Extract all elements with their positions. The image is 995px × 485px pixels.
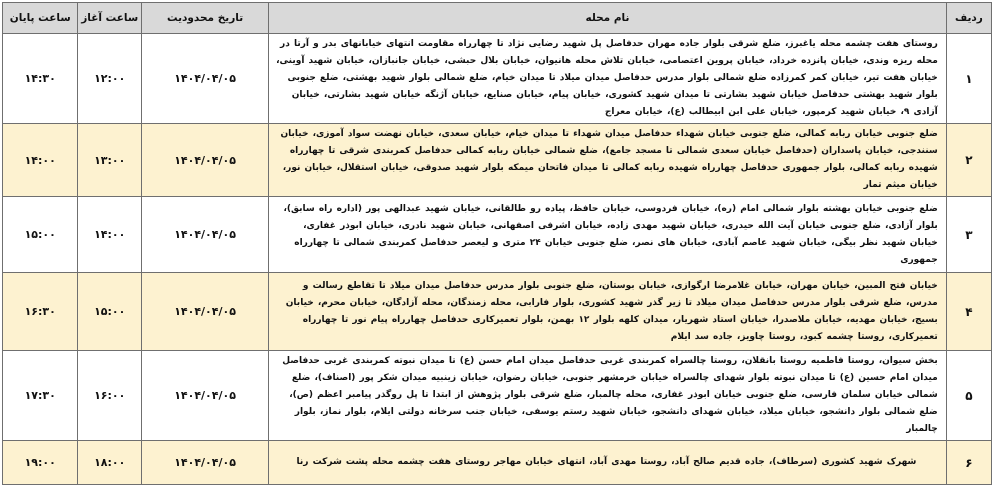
table-row (3, 441, 992, 485)
row-start-time: ۱۶:۰۰ (78, 351, 142, 441)
row-area: روستای هفت چشمه محله یاغبرز، ضلع شرقی بلوار جاده مهران حدفاصل پل شهید رضایی نژاد تا چهارراه مقاومت انتهای خیابانهای بدر و آرتا در محله ریزه وندی، خیابان پانزده خرداد، خیابان پروین اعتصامی، خیابان تلاش محله هانیوان، خیابان بلال حبشی، خیابان جانبازان، خیابان شهید آوینی، خیابان هفت تیر، خیابان کمر کمرزاده ضلع شمالی بلوار مدرس حدفاصل میدان میلاد تا میدان خیام، ضلع شمالی بلوار شهید بهشتی، ضلع جنوبی بلوار شهید بهشتی حدفاصل خیابان شهید بشارتی تا میدان شهید کشوری، خیابان پیام، خیابان صنایع، خیابان آژنگه خیابان شهید بشارتی، خیابان آزادی ۹، خیابان شهید کرمپور، خیابان علی ابن ابیطالب (ع)، خیابان معراج (269, 34, 947, 124)
row-index: ۵ (946, 351, 991, 441)
row-index: ۴ (946, 273, 991, 351)
row-area: بخش سیوان، روستا فاطمیه روستا بانقلان، روستا چالسراه کمربندی غربی حدفاصل میدان امام حسن (ع) تا میدان نبوته کمربندی غربی حدفاصل میدان امام حسین (ع) تا میدان نبوته بلوار شهدای چالسراه خیابان خرمشهر جنوبی، خیابان رضوان، خیابان زینبیه میدان شکر پور (اصناف)، ضلع شمالی خیابان سلمان فارسی، ضلع جنوبی خیابان ابوذر غفاری، محله چالمبار، ضلع شرقی بلوار پژوهش از ابتدا تا پل روگذر پیامبر اعظم (ص)، ضلع شمالی بلوار دانشجو، خیابان میلاد، خیابان شهدای دانشجو، خیابان شهید رستم یوسفی، خیابان جنب سرخانه دولتی ایلام، بلوار نماز، بلوار چالمبار (269, 351, 947, 441)
row-date: ۱۴۰۴/۰۴/۰۵ (142, 273, 269, 351)
row-start-time: ۱۳:۰۰ (78, 124, 142, 197)
row-end-time: ۱۴:۰۰ (3, 124, 78, 197)
row-date: ۱۴۰۴/۰۴/۰۵ (142, 34, 269, 124)
row-end-time: ۱۴:۳۰ (3, 34, 78, 124)
row-date: ۱۴۰۴/۰۴/۰۵ (142, 441, 269, 485)
row-end-time: ۱۶:۳۰ (3, 273, 78, 351)
row-end-time: ۱۵:۰۰ (3, 197, 78, 273)
table-row (3, 197, 992, 273)
row-area: خیابان فتح المبین، خیابان مهران، خیابان غلامرضا ارگوازی، خیابان بوستان، ضلع جنوبی بلوار مدرس حدفاصل میدان میلاد تا تقاطع رسالت و مدرس، ضلع شرقی بلوار مدرس حدفاصل میدان میلاد تا زیر گذر شهید کشوری، بلوار فارابی، محله زمندگان، محله آزادگان، خیابان محرم، خیابان بسیج، خیابان مهدیه، خیابان ملاصدرا، خیابان استاد شهریار، میدان کلهه بلوار ۱۲ بهمن، بلوار تعمیرکاری حدفاصل چهارراه پیام نور تا چهارراه تعمیرکاری، روستا چشمه کبود، روستا چاویز، جاده سد ایلام (269, 273, 947, 351)
header-end-time: ساعت پایان (3, 3, 78, 34)
row-start-time: ۱۵:۰۰ (78, 273, 142, 351)
header-date: تاریخ محدودیت (142, 3, 269, 34)
row-area: شهرک شهید کشوری (سرطاف)، جاده قدیم صالح آباد، روستا مهدی آباد، انتهای خیابان مهاجر روستای هفت چشمه محله پشت شرکت رنا (269, 441, 947, 485)
header-index: ردیف (946, 3, 991, 34)
power-outage-schedule-table (2, 2, 992, 485)
row-index: ۱ (946, 34, 991, 124)
row-start-time: ۱۴:۰۰ (78, 197, 142, 273)
table-row (3, 273, 992, 351)
row-area: ضلع جنوبی خیابان بهشته بلوار شمالی امام (ره)، خیابان فردوسی، خیابان حافظ، پیاده رو طالقانی، خیابان شهید عبدالهی پور (اداره راه سابق)، بلوار آزادی، ضلع جنوبی خیابان آیت الله حیدری، خیابان شهید مهدی زاده، خیابان اشرفی اصفهانی، خیابان شهید نادری، خیابان ابوذر غفاری، خیابان شهید نظر بیگی، خیابان شهید عاصم آبادی، خیابان های نصر، ضلع جنوبی خیابان ۲۴ متری و لیعصر حدفاصل کمربندی شمالی تا چهارراه جمهوری (269, 197, 947, 273)
row-date: ۱۴۰۴/۰۴/۰۵ (142, 197, 269, 273)
row-date: ۱۴۰۴/۰۴/۰۵ (142, 124, 269, 197)
row-start-time: ۱۲:۰۰ (78, 34, 142, 124)
table-row (3, 34, 992, 124)
header-start-time: ساعت آغاز (78, 3, 142, 34)
row-end-time: ۱۷:۳۰ (3, 351, 78, 441)
table-row (3, 124, 992, 197)
row-start-time: ۱۸:۰۰ (78, 441, 142, 485)
table-row (3, 351, 992, 441)
row-index: ۲ (946, 124, 991, 197)
row-end-time: ۱۹:۰۰ (3, 441, 78, 485)
row-index: ۶ (946, 441, 991, 485)
row-area: ضلع جنوبی خیابان ربابه کمالی، ضلع جنوبی خیابان شهداء حدفاصل میدان شهداء تا میدان خیام، خیابان سعدی، خیابان نهضت سواد آموزی، خیابان سنندجی، خیابان پاسداران (حدفاصل خیابان سعدی شمالی تا مسجد جامع)، ضلع شمالی خیابان ربابه کمالی حدفاصل کمربندی شرقی تا چهارراه شهیده ربابه کمالی، بلوار جمهوری حدفاصل چهارراه شهیده ربابه کمالی تا میدان فاتحان میمکه بلوار شهید صدوقی، خیابان استقلال، خیابان نور، خیابان میثم تمار (269, 124, 947, 197)
row-index: ۳ (946, 197, 991, 273)
row-date: ۱۴۰۴/۰۴/۰۵ (142, 351, 269, 441)
header-area: نام محله (269, 3, 947, 34)
header-row (3, 3, 992, 34)
